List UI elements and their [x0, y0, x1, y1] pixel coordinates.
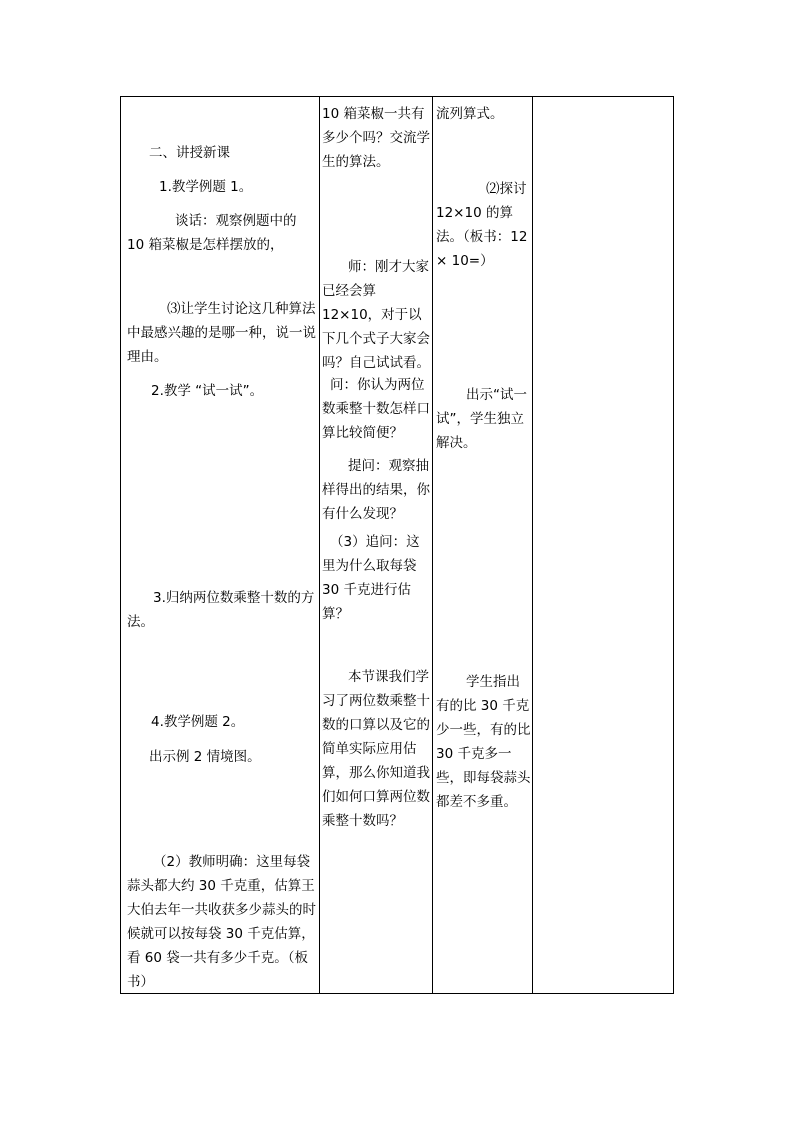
- content-column: [121, 97, 319, 993]
- content-paragraph: 3.归纳两位数乘整十数的方法。: [127, 590, 315, 630]
- lesson-plan-table: [120, 96, 674, 994]
- content-paragraph: 4.教学例题 2。: [151, 714, 245, 730]
- content-paragraph: ⑶让学生讨论这几种算法中最感兴趣的是哪一种，说一说理由。: [127, 301, 316, 365]
- section-heading: 二、讲授新课: [149, 145, 230, 161]
- student-activity-column: [433, 97, 532, 993]
- content-paragraph: 1.教学例题 1。: [159, 179, 253, 195]
- content-paragraph: 谈话：观察例题中的 10 箱菜椒是怎样摆放的，: [127, 213, 297, 253]
- student-paragraph: 出示“试一试”，学生独立解决。: [436, 387, 527, 451]
- student-paragraph: 学生指出有的比 30 千克少一些，有的比 30 千克多一些，即每袋蒜头都差不多重。: [436, 674, 531, 810]
- teacher-paragraph: 10 箱菜椒一共有多少个吗？交流学生的算法。: [322, 106, 430, 170]
- teacher-paragraph: 本节课我们学习了两位数乘整十数的口算以及它的简单实际应用估算，那么你知道我们如何口算两位数乘整十数吗？: [322, 669, 430, 829]
- student-paragraph: 流列算式。: [436, 106, 504, 122]
- notes-column: [533, 97, 673, 993]
- teacher-activity-column: [320, 97, 432, 993]
- teacher-paragraph: 师：刚才大家已经会算 12×10，对于以下几个式子大家会吗？自己试试看。: [322, 259, 430, 371]
- content-paragraph: 2.教学 “试一试”。: [151, 383, 264, 399]
- content-paragraph: 出示例 2 情境图。: [149, 749, 261, 765]
- teacher-paragraph: 问：你认为两位数乘整十数怎样口算比较简便？: [322, 377, 430, 441]
- student-paragraph: ⑵探讨 12×10 的算法。（板书：12 × 10=）: [436, 181, 528, 269]
- teacher-paragraph: 提问：观察抽样得出的结果，你有什么发现？: [322, 458, 430, 522]
- teacher-paragraph: （3）追问：这里为什么取每袋 30 千克进行估算？: [322, 534, 420, 622]
- content-paragraph: （2）教师明确：这里每袋蒜头都大约 30 千克重，估算王大伯去年一共收获多少蒜头的时候就可以按每袋 30 千克估算，看 60 袋一共有多少千克。（板书）: [127, 854, 316, 990]
